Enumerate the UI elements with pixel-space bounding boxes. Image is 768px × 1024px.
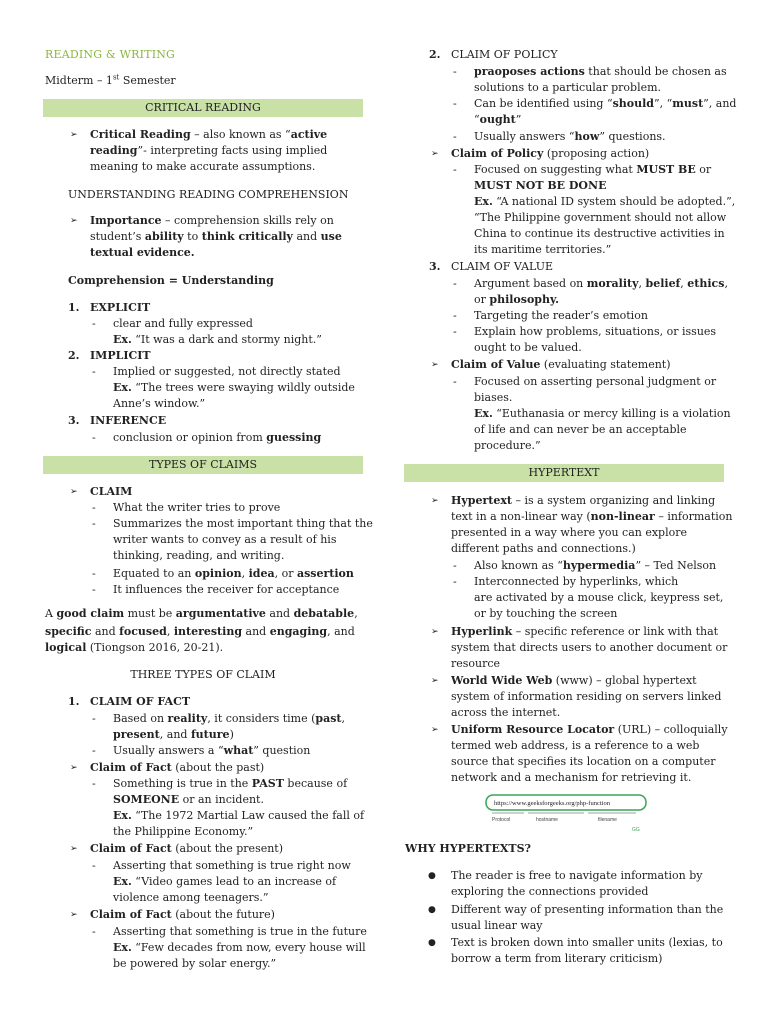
label-hostname: hostname — [536, 817, 558, 823]
cof-future-example-line2: be powered by solar energy.” — [113, 957, 277, 970]
dash-bullet: - — [92, 317, 96, 330]
cop2-heading: Claim of Policy (proposing action) — [451, 147, 650, 160]
inference-heading: INFERENCE — [90, 414, 167, 427]
hyperlink-def-line3: resource — [451, 657, 501, 670]
implicit-desc: Implied or suggested, not directly stated — [113, 365, 341, 378]
dash-bullet: - — [453, 277, 457, 290]
hyperlink-def: Hyperlink – specific reference or link with that — [451, 625, 719, 638]
hypertext-def: Hypertext – is a system organizing and linking — [451, 494, 716, 507]
dash-bullet: - — [92, 583, 96, 596]
url-def: Uniform Resource Locator (URL) – colloquially — [451, 723, 728, 736]
document-subtitle: Midterm – 1st Semester — [45, 73, 176, 87]
comprehension-equation: Comprehension = Understanding — [68, 274, 274, 287]
dash-bullet: - — [92, 365, 96, 378]
cop2-example: Ex. “A national ID system should be adopted.”, — [474, 195, 736, 208]
arrow-bullet-icon: ➢ — [70, 763, 78, 773]
cof-future-desc: Asserting that something is true in the future — [113, 925, 367, 938]
dash-bullet: - — [92, 859, 96, 872]
cof-present-desc: Asserting that something is true right now — [113, 859, 351, 872]
arrow-bullet-icon: ➢ — [70, 844, 78, 854]
cov2-desc-line2: biases. — [474, 391, 513, 404]
arrow-bullet-icon: ➢ — [431, 149, 439, 159]
arrow-bullet-icon: ➢ — [431, 676, 439, 686]
item-claim-of-policy: 2. — [429, 48, 441, 61]
why-bullet-3: Text is broken down into smaller units (lexias, to — [451, 936, 723, 949]
cop-desc-1-line2: solutions to a particular problem. — [474, 81, 662, 94]
cop2-example-line4: its maritime territories.” — [474, 243, 612, 256]
dash-bullet: - — [453, 130, 457, 143]
item-explicit: 1. — [68, 301, 80, 314]
cof-present-example: Ex. “Video games lead to an increase of — [113, 875, 337, 888]
dash-bullet: - — [453, 309, 457, 322]
heading-three-types: THREE TYPES OF CLAIM — [130, 668, 276, 681]
cov-desc-1-line2: or philosophy. — [474, 293, 559, 306]
dash-bullet: - — [92, 777, 96, 790]
why-bullet-2: Different way of presenting information than the — [451, 903, 724, 916]
hypertext-def-line3: presented in a way where you can explore — [451, 526, 688, 539]
dash-bullet: - — [92, 517, 96, 530]
claim-desc-2-line3: thinking, reading, and writing. — [113, 549, 285, 562]
dash-bullet: - — [92, 712, 96, 725]
hypertext-desc-2-line3: or by touching the screen — [474, 607, 618, 620]
arrow-bullet-icon: ➢ — [70, 130, 78, 140]
arrow-bullet-icon: ➢ — [431, 496, 439, 506]
claim-desc-2: Summarizes the most important thing that the — [113, 517, 373, 530]
cof-future-heading: Claim of Fact (about the future) — [90, 908, 275, 921]
cof-past-desc-line2: SOMEONE or an incident. — [113, 793, 264, 806]
claim-heading: CLAIM — [90, 485, 133, 498]
claim-desc-3: Equated to an opinion, idea, or assertion — [113, 567, 354, 580]
dash-bullet: - — [92, 567, 96, 580]
cov2-example-line2: of life and can never be an acceptable — [474, 423, 687, 436]
dash-bullet: - — [453, 325, 457, 338]
dash-bullet: - — [92, 925, 96, 938]
hypertext-def-line2: text in a non-linear way (non-linear – information — [451, 510, 733, 523]
cof-past-desc: Something is true in the PAST because of — [113, 777, 348, 790]
cov2-example: Ex. “Euthanasia or mercy killing is a violation — [474, 407, 731, 420]
cop-desc-3: Usually answers “how” questions. — [474, 130, 666, 143]
dash-bullet: - — [453, 65, 457, 78]
cov-desc-3: Explain how problems, situations, or issues — [474, 325, 717, 338]
implicit-heading: IMPLICIT — [90, 349, 151, 362]
importance-line2: student’s ability to think critically and use — [90, 230, 342, 243]
good-claim-line1: A good claim must be argumentative and debatable, — [45, 607, 358, 620]
url-def-line2: termed web address, is a reference to a web — [451, 739, 700, 752]
cof-future-example: Ex. “Few decades from now, every house will — [113, 941, 366, 954]
claim-of-value-heading: CLAIM OF VALUE — [451, 260, 554, 273]
item-claim-of-value: 3. — [429, 260, 441, 273]
url-text: https://www.geeksforgeeks.org/php-function — [494, 800, 610, 807]
cop2-example-line3: China to continue its destructive activities in — [474, 227, 725, 240]
cop-desc-1: praoposes actions that should be chosen as — [474, 65, 727, 78]
explicit-example: Ex. “It was a dark and stormy night.” — [113, 333, 322, 346]
heading-understanding: UNDERSTANDING READING COMPREHENSION — [68, 188, 349, 201]
item-implicit: 2. — [68, 349, 80, 362]
hyperlink-def-line2: system that directs users to another document or — [451, 641, 728, 654]
cof-desc-1: Based on reality, it considers time (past, — [113, 712, 345, 725]
claim-desc-2-line2: writer wants to convey as a result of his — [113, 533, 337, 546]
cof-past-heading: Claim of Fact (about the past) — [90, 761, 265, 774]
claim-desc-4: It influences the receiver for acceptance — [113, 583, 340, 596]
critical-reading-def: Critical Reading – also known as “active — [90, 128, 328, 141]
critical-reading-def-line3: meaning to make accurate assumptions. — [90, 160, 316, 173]
arrow-bullet-icon: ➢ — [70, 487, 78, 497]
url-def-line3: source that specifies its location on a computer — [451, 755, 716, 768]
dash-bullet: - — [453, 163, 457, 176]
label-protocol: Protocol — [492, 817, 511, 823]
explicit-heading: EXPLICIT — [90, 301, 151, 314]
cov-desc-2: Targeting the reader’s emotion — [474, 309, 648, 322]
section-banner-types-of-claims: TYPES OF CLAIMS — [43, 456, 363, 474]
cof-desc-2: Usually answers a “what” question — [113, 744, 311, 757]
cof-present-example-line2: violence among teenagers.” — [113, 891, 269, 904]
item-claim-of-fact: 1. — [68, 695, 80, 708]
claim-of-fact-heading: CLAIM OF FACT — [90, 695, 191, 708]
claim-of-policy-heading: CLAIM OF POLICY — [451, 48, 558, 61]
gfg-logo-icon: GG — [632, 827, 640, 832]
bullet-dot-icon: ● — [428, 871, 436, 881]
bullet-dot-icon: ● — [428, 938, 436, 948]
cop-desc-2-line2: “ought” — [474, 113, 522, 126]
hypertext-desc-1: Also known as “hypermedia” – Ted Nelson — [474, 559, 717, 572]
bullet-dot-icon: ● — [428, 905, 436, 915]
cov2-example-line3: procedure.” — [474, 439, 541, 452]
hypertext-def-line4: different paths and connections.) — [451, 542, 636, 555]
heading-why-hypertexts: WHY HYPERTEXTS? — [405, 842, 531, 855]
good-claim-line2: specific and focused, interesting and engaging, and — [45, 625, 355, 638]
item-inference: 3. — [68, 414, 80, 427]
cov2-desc: Focused on asserting personal judgment or — [474, 375, 717, 388]
implicit-example-line2: Anne’s window.” — [113, 397, 206, 410]
label-filename: filename — [598, 817, 617, 823]
why-bullet-2-line2: usual linear way — [451, 919, 543, 932]
url-def-line4: network and a mechanism for retrieving it. — [451, 771, 692, 784]
arrow-bullet-icon: ➢ — [70, 910, 78, 920]
www-def: World Wide Web (www) – global hypertext — [451, 674, 697, 687]
cov2-heading: Claim of Value (evaluating statement) — [451, 358, 671, 371]
hypertext-desc-2-line2: are activated by a mouse click, keypress set, — [474, 591, 724, 604]
cov-desc-3-line2: ought to be valued. — [474, 341, 582, 354]
section-banner-hypertext: HYPERTEXT — [404, 464, 724, 482]
importance-line3: textual evidence. — [90, 246, 195, 259]
cof-present-heading: Claim of Fact (about the present) — [90, 842, 284, 855]
dash-bullet: - — [453, 97, 457, 110]
why-bullet-1-line2: exploring the connections provided — [451, 885, 649, 898]
arrow-bullet-icon: ➢ — [70, 216, 78, 226]
section-banner-critical-reading: CRITICAL READING — [43, 99, 363, 117]
url-diagram — [484, 790, 650, 832]
dash-bullet: - — [92, 431, 96, 444]
dash-bullet: - — [92, 744, 96, 757]
why-bullet-3-line2: borrow a term from literary criticism) — [451, 952, 663, 965]
dash-bullet: - — [453, 575, 457, 588]
arrow-bullet-icon: ➢ — [431, 627, 439, 637]
critical-reading-def-line2: reading”- interpreting facts using implied — [90, 144, 328, 157]
importance-line1: Importance – comprehension skills rely on — [90, 214, 334, 227]
cov-desc-1: Argument based on morality, belief, ethics, — [474, 277, 728, 290]
cop2-desc: Focused on suggesting what MUST BE or — [474, 163, 712, 176]
dash-bullet: - — [453, 375, 457, 388]
arrow-bullet-icon: ➢ — [431, 360, 439, 370]
dash-bullet: - — [453, 559, 457, 572]
document-title: READING & WRITING — [45, 48, 176, 61]
www-def-line3: across the internet. — [451, 706, 561, 719]
cop2-example-line2: “The Philippine government should not allow — [474, 211, 727, 224]
inference-desc: conclusion or opinion from guessing — [113, 431, 322, 444]
hypertext-desc-2: Interconnected by hyperlinks, which — [474, 575, 679, 588]
implicit-example: Ex. “The trees were swaying wildly outside — [113, 381, 355, 394]
cof-desc-1-line2: present, and future) — [113, 728, 234, 741]
cof-past-example-line2: the Philippine Economy.” — [113, 825, 254, 838]
why-bullet-1: The reader is free to navigate information by — [451, 869, 703, 882]
www-def-line2: system of information residing on servers linked — [451, 690, 722, 703]
dash-bullet: - — [92, 501, 96, 514]
explicit-desc: clear and fully expressed — [113, 317, 253, 330]
cop2-desc-line2: MUST NOT BE DONE — [474, 179, 607, 192]
good-claim-line3: logical (Tiongson 2016, 20-21). — [45, 641, 224, 654]
cop-desc-2: Can be identified using “should”, “must”, and — [474, 97, 737, 110]
claim-desc-1: What the writer tries to prove — [113, 501, 281, 514]
cof-past-example: Ex. “The 1972 Martial Law caused the fall of — [113, 809, 365, 822]
arrow-bullet-icon: ➢ — [431, 725, 439, 735]
